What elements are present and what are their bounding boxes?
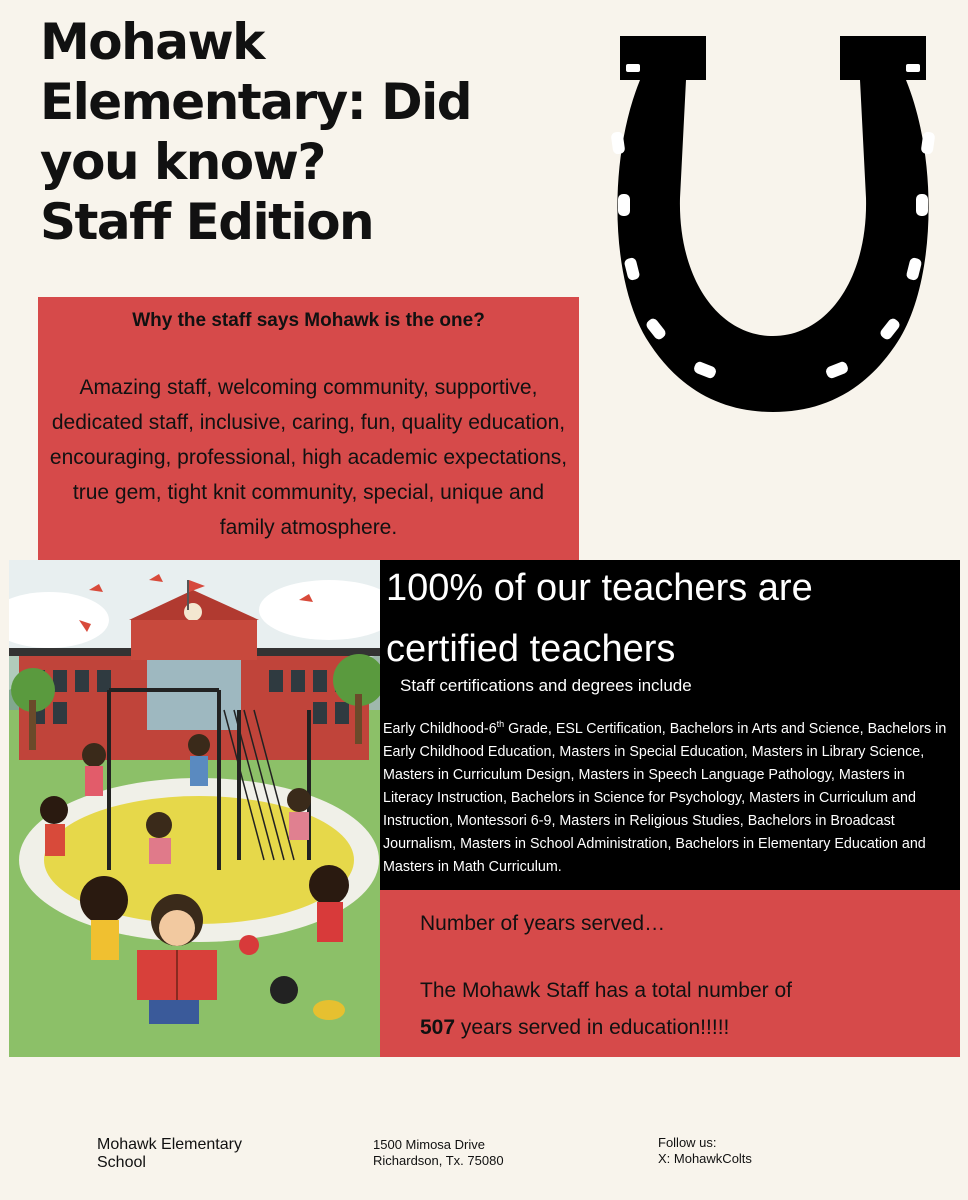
footer-address bbox=[373, 1137, 504, 1169]
horseshoe-icon bbox=[588, 18, 958, 428]
title-line-2: Elementary: Did bbox=[40, 73, 472, 131]
years-number: 507 bbox=[420, 1016, 456, 1039]
why-heading: Why the staff says Mohawk is the one? bbox=[132, 310, 485, 331]
school-playground-illustration bbox=[9, 560, 380, 1057]
years-text-before: The Mohawk Staff has a total number of bbox=[420, 979, 792, 1002]
footer-address-line-1: 1500 Mimosa Drive bbox=[373, 1137, 485, 1152]
footer-school-line-1: Mohawk Elementary bbox=[97, 1136, 242, 1153]
footer-address-line-2: Richardson, Tx. 75080 bbox=[373, 1153, 504, 1168]
years-heading: Number of years served… bbox=[420, 912, 666, 935]
certified-headline-line-1: 100% of our teachers are bbox=[386, 567, 813, 609]
title-line-1: Mohawk bbox=[40, 13, 264, 71]
footer-follow-line-1: Follow us: bbox=[658, 1135, 717, 1150]
footer-school-line-2: School bbox=[97, 1154, 146, 1171]
title-line-3: you know? bbox=[40, 133, 325, 191]
why-staff-box bbox=[38, 297, 579, 560]
why-body: Amazing staff, welcoming community, supportive, dedicated staff, inclusive, caring, fun, quality education, encouraging, professional, high academic expectations, true gem, tight knit community, special, unique and family atmosphere. bbox=[49, 376, 568, 539]
certifications-subheading: Staff certifications and degrees include bbox=[400, 676, 692, 695]
certifications-list-lead: Early Childhood-6 bbox=[383, 720, 497, 737]
certifications-list-rest: Grade, ESL Certification, Bachelors in Arts and Science, Bachelors in Early Childhood Education, Masters in Special Education, Masters in Library Science, Masters in Curriculum Design, Masters in Speech Language Pathology, Masters in Literacy Instruction, Bachelors in Science for Psychology, Masters in Curriculum and Instruction, Montessori 6-9, Masters in Religious Studies, Bachelors in Broadcast Journalism, Masters in School Administration, Bachelors in Elementary Education and Masters in Math Curriculum. bbox=[383, 720, 947, 875]
years-served-box bbox=[380, 890, 960, 1057]
years-text-after: years served in education!!!!! bbox=[455, 1016, 730, 1039]
certification-box bbox=[380, 560, 960, 890]
footer-social bbox=[658, 1135, 752, 1167]
page-title bbox=[40, 12, 560, 252]
certified-headline-line-2: certified teachers bbox=[386, 628, 676, 670]
years-text bbox=[420, 972, 940, 1046]
footer-social-handle[interactable]: X: MohawkColts bbox=[658, 1151, 752, 1166]
certifications-list bbox=[383, 713, 957, 879]
certifications-list-sup: th bbox=[496, 719, 505, 729]
certified-headline bbox=[386, 558, 956, 680]
footer-school-name bbox=[97, 1136, 242, 1172]
title-line-4: Staff Edition bbox=[40, 193, 374, 251]
